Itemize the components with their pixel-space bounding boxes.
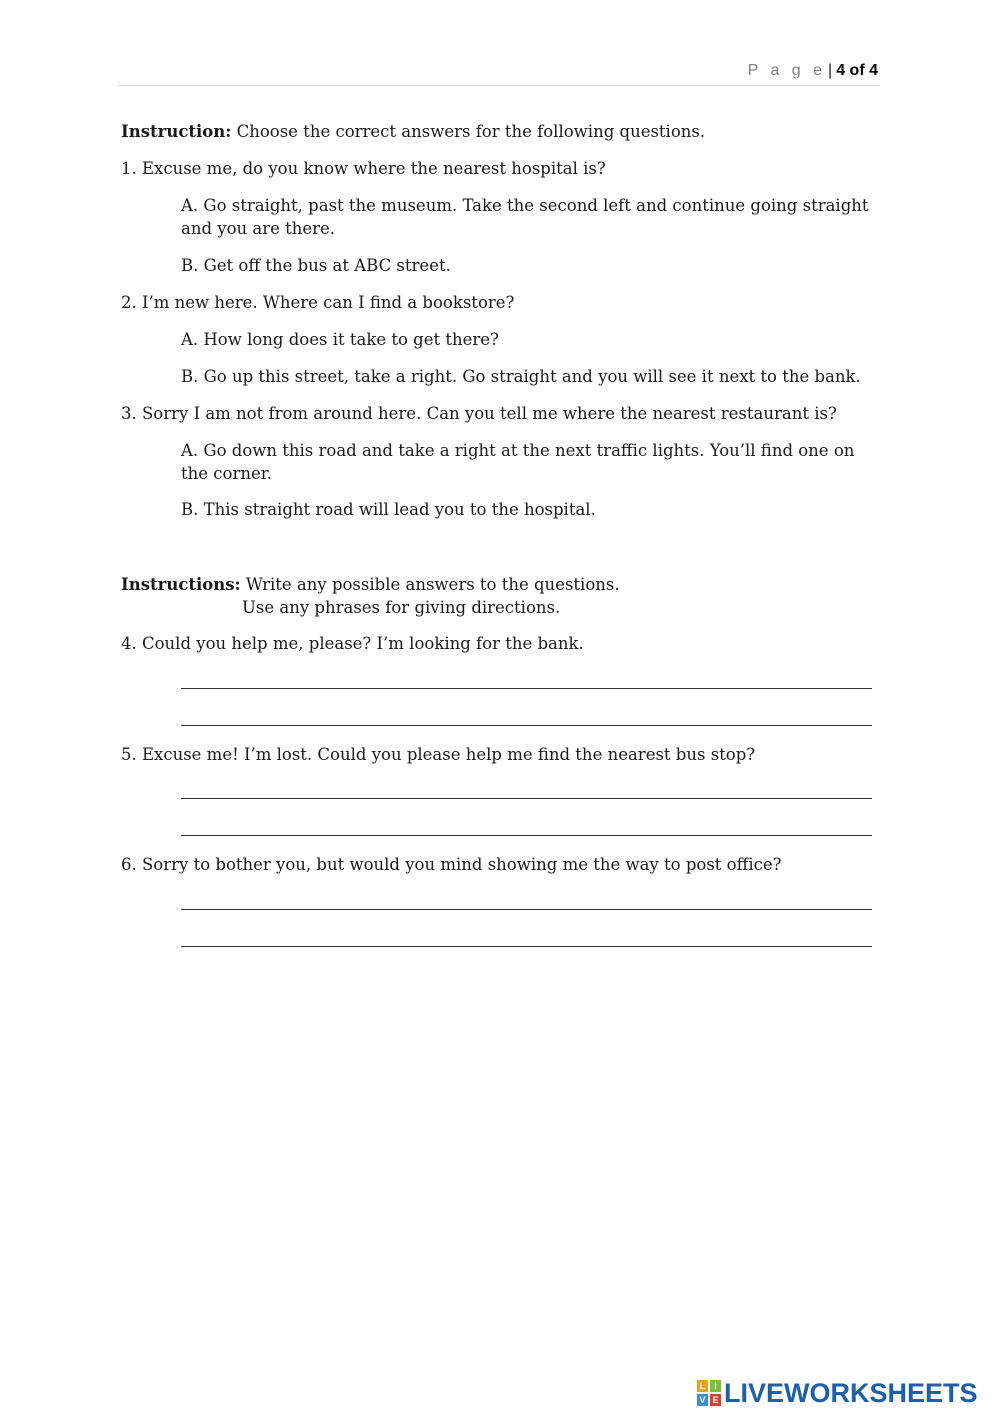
- logo-letter-v: V: [697, 1394, 708, 1406]
- logo-letter-e: E: [710, 1394, 721, 1406]
- instruction-1: [121, 120, 705, 143]
- answer-line-4b[interactable]: [181, 725, 872, 726]
- instruction-1-label: Instruction:: [121, 122, 232, 141]
- answer-line-5b[interactable]: [181, 835, 872, 836]
- logo-icon: [697, 1380, 721, 1406]
- question-1-option-b[interactable]: B. Get off the bus at ABC street.: [181, 256, 451, 275]
- question-3-option-b[interactable]: B. This straight road will lead you to the hospital.: [181, 500, 596, 519]
- page-number: [748, 62, 878, 80]
- logo-letter-i: I: [710, 1380, 721, 1392]
- liveworksheets-logo: [697, 1378, 978, 1408]
- answer-line-5a[interactable]: [181, 798, 872, 799]
- logo-letter-l: L: [697, 1380, 708, 1392]
- question-2-option-a[interactable]: A. How long does it take to get there?: [181, 330, 499, 349]
- question-4: 4. Could you help me, please? I’m looking for the bank.: [121, 634, 584, 653]
- question-2-option-b[interactable]: B. Go up this street, take a right. Go straight and you will see it next to the bank.: [181, 367, 861, 386]
- answer-line-4a[interactable]: [181, 688, 872, 689]
- question-6: 6. Sorry to bother you, but would you mind showing me the way to post office?: [121, 855, 782, 874]
- question-3: 3. Sorry I am not from around here. Can you tell me where the nearest restaurant is?: [121, 404, 837, 423]
- answer-line-6a[interactable]: [181, 909, 872, 910]
- question-1: 1. Excuse me, do you know where the nearest hospital is?: [121, 159, 606, 178]
- page-separator: |: [828, 62, 833, 79]
- answer-line-6b[interactable]: [181, 946, 872, 947]
- page-label: P a g e: [747, 62, 827, 79]
- instruction-1-text: Choose the correct answers for the following questions.: [231, 122, 706, 141]
- question-3-option-a[interactable]: A. Go down this road and take a right at the next traffic lights. You’ll find one on the corner.: [181, 441, 855, 483]
- logo-text: LIVEWORKSHEETS: [724, 1377, 978, 1408]
- question-5: 5. Excuse me! I’m lost. Could you please help me find the nearest bus stop?: [121, 745, 756, 764]
- instruction-2-label: Instructions:: [121, 575, 241, 594]
- instruction-2-line2: Use any phrases for giving directions.: [242, 598, 561, 617]
- question-1-option-a[interactable]: A. Go straight, past the museum. Take the second left and continue going straight and you are there.: [181, 196, 869, 238]
- page-count: 4 of 4: [836, 62, 878, 79]
- page-header: [118, 60, 880, 86]
- instruction-2: [121, 573, 620, 596]
- question-2: 2. I’m new here. Where can I find a bookstore?: [121, 293, 515, 312]
- instruction-2-text: Write any possible answers to the questions.: [240, 575, 620, 594]
